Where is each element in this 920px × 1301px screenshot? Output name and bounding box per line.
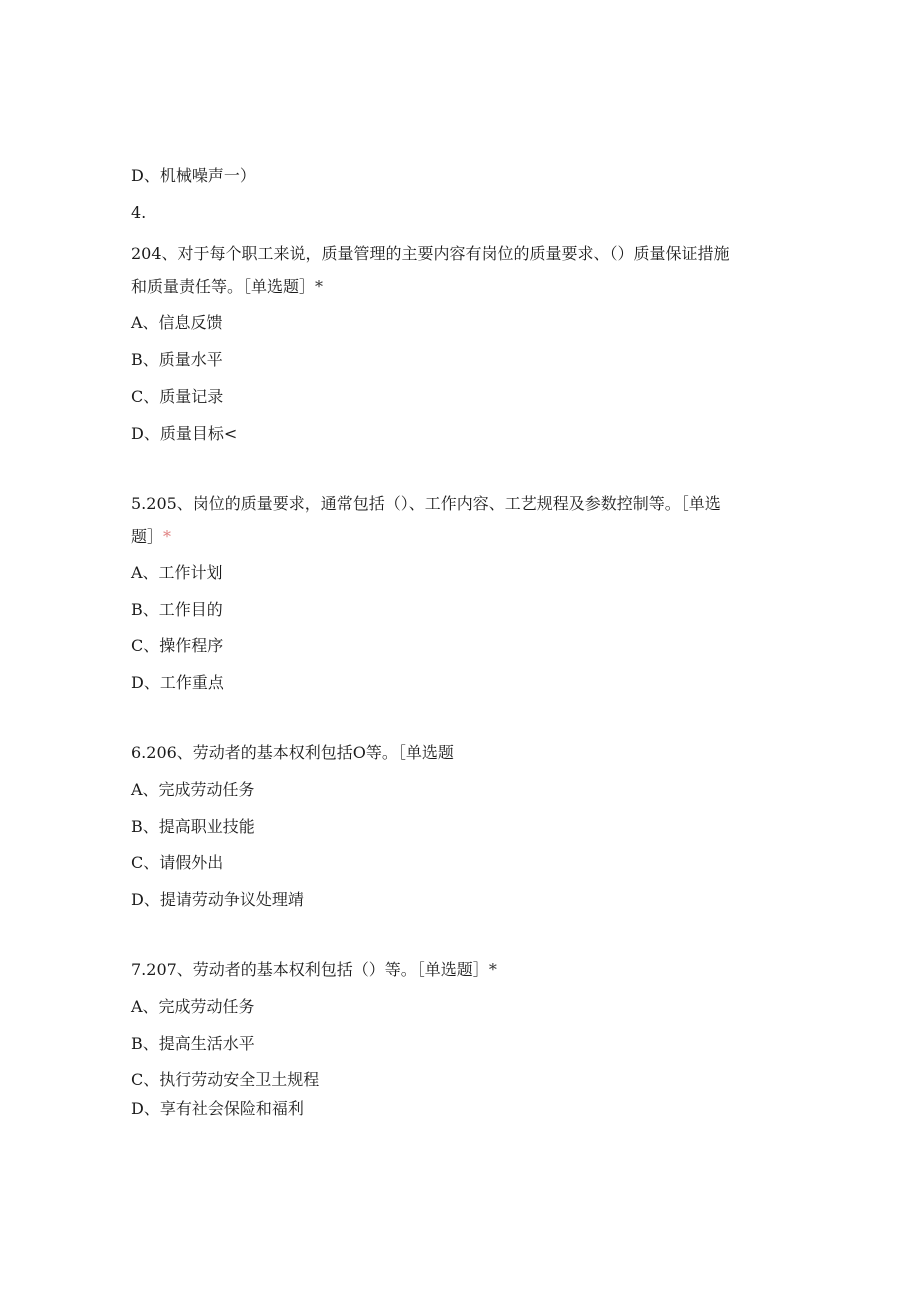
question-207-option-d[interactable]: D、享有社会保险和福利 bbox=[131, 1099, 304, 1118]
question-207-option-c[interactable]: C、执行劳动安全卫土规程 bbox=[131, 1070, 320, 1089]
required-star-icon: * bbox=[315, 277, 324, 296]
question-206-option-a[interactable]: A、完成劳动任务 bbox=[131, 780, 255, 799]
question-205-stem-text: 题］ bbox=[131, 527, 164, 546]
prev-option-d: D、机械噪声一） bbox=[131, 166, 256, 185]
question-204-stem-line1: 204、对于每个职工来说，质量管理的主要内容有岗位的质量要求、（）质量保证措施 bbox=[131, 244, 730, 263]
question-204-option-a[interactable]: A、信息反馈 bbox=[131, 313, 223, 332]
question-205-stem-line1: 5.205、岗位的质量要求，通常包括（）、工作内容、工艺规程及参数控制等。［单选 bbox=[131, 494, 721, 513]
question-207-option-b[interactable]: B、提高生活水平 bbox=[131, 1034, 255, 1053]
required-star-icon: * bbox=[488, 960, 497, 979]
question-207-stem-text: 7.207、劳动者的基本权利包括（）等。［单选题］ bbox=[131, 960, 489, 979]
question-205-option-b[interactable]: B、工作目的 bbox=[131, 600, 223, 619]
question-204-option-b[interactable]: B、质量水平 bbox=[131, 350, 223, 369]
question-206-stem-line1: 6.206、劳动者的基本权利包括O等。［单选题 bbox=[131, 743, 454, 762]
question-206-option-c[interactable]: C、请假外出 bbox=[131, 853, 224, 872]
question-204-stem-line2 bbox=[131, 277, 323, 297]
question-207-stem-line1 bbox=[131, 960, 497, 980]
question-205-option-c[interactable]: C、操作程序 bbox=[131, 636, 224, 655]
question-206-option-d[interactable]: D、提请劳动争议处理靖 bbox=[131, 890, 304, 909]
prev-question-number: 4. bbox=[131, 203, 147, 222]
question-205-option-d[interactable]: D、工作重点 bbox=[131, 673, 224, 692]
question-204-stem-text: 和质量责任等。［单选题］ bbox=[131, 277, 316, 296]
question-204-option-d[interactable]: D、质量目标< bbox=[131, 424, 238, 443]
question-206-option-b[interactable]: B、提高职业技能 bbox=[131, 817, 255, 836]
question-205-stem-line2 bbox=[131, 527, 171, 547]
question-207-option-a[interactable]: A、完成劳动任务 bbox=[131, 997, 255, 1016]
question-204-option-c[interactable]: C、质量记录 bbox=[131, 387, 224, 406]
question-205-option-a[interactable]: A、工作计划 bbox=[131, 563, 223, 582]
required-star-icon: * bbox=[163, 527, 172, 546]
